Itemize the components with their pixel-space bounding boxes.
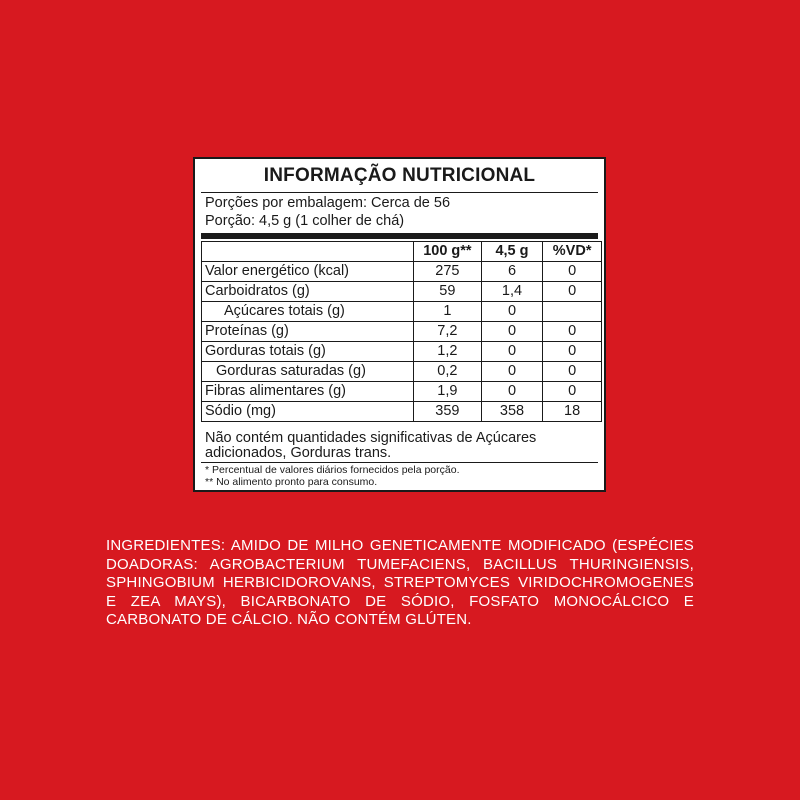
- table-row: [202, 362, 602, 382]
- nutrient-name: Gorduras saturadas (g): [202, 362, 414, 382]
- value-dv: [543, 302, 602, 322]
- nutrition-title: INFORMAÇÃO NUTRICIONAL: [263, 165, 536, 186]
- value-dv: 0: [543, 342, 602, 362]
- column-header-serving: 4,5 g: [481, 242, 543, 262]
- column-header: [202, 242, 414, 262]
- nutrient-name: Açúcares totais (g): [202, 302, 414, 322]
- value-dv: 0: [543, 282, 602, 302]
- divider: [201, 462, 598, 463]
- value-dv: 0: [543, 362, 602, 382]
- value-serving: 0: [481, 362, 543, 382]
- value-serving: 358: [481, 402, 543, 422]
- nutrition-table: [201, 241, 602, 422]
- value-100g: 1: [414, 302, 482, 322]
- nutrition-note: Não contém quantidades significativas de Açúcares adicionados, Gorduras trans.: [205, 430, 537, 461]
- value-dv: 0: [543, 382, 602, 402]
- table-header-row: [202, 242, 602, 262]
- serving-size: Porção: 4,5 g (1 colher de chá): [205, 213, 405, 229]
- value-100g: 59: [414, 282, 482, 302]
- value-100g: 0,2: [414, 362, 482, 382]
- value-serving: 0: [481, 322, 543, 342]
- column-header-dv: %VD*: [543, 242, 602, 262]
- footnote-prepared: ** No alimento pronto para consumo.: [205, 476, 378, 488]
- footnote-dv: * Percentual de valores diários fornecidos pela porção.: [205, 464, 460, 476]
- thick-divider: [201, 233, 598, 239]
- nutrient-name: Carboidratos (g): [202, 282, 414, 302]
- value-100g: 7,2: [414, 322, 482, 342]
- value-100g: 275: [414, 262, 482, 282]
- table-row: [202, 322, 602, 342]
- divider: [201, 192, 598, 193]
- nutrient-name: Fibras alimentares (g): [202, 382, 414, 402]
- column-header-100g: 100 g**: [414, 242, 482, 262]
- table-row: [202, 382, 602, 402]
- nutrient-name: Gorduras totais (g): [202, 342, 414, 362]
- value-100g: 1,2: [414, 342, 482, 362]
- nutrient-name: Valor energético (kcal): [202, 262, 414, 282]
- value-serving: 0: [481, 342, 543, 362]
- servings-per-package: Porções por embalagem: Cerca de 56: [205, 195, 451, 211]
- value-serving: 0: [481, 382, 543, 402]
- value-dv: 18: [543, 402, 602, 422]
- value-dv: 0: [543, 262, 602, 282]
- value-serving: 0: [481, 302, 543, 322]
- value-serving: 6: [481, 262, 543, 282]
- table-row: [202, 302, 602, 322]
- nutrition-facts-panel: [193, 157, 606, 492]
- table-row: [202, 342, 602, 362]
- value-serving: 1,4: [481, 282, 543, 302]
- ingredients-text: INGREDIENTES: AMIDO DE MILHO GENETICAMENTE MODIFICADO (ESPÉCIES DOADORAS: AGROBACTERIUM TUMEFACIENS, BACILLUS THURINGIENSIS, SPHINGOBIUM HERBICIDOROVANS, STREPTOMYCES VIRIDOCHROMOGENES E ZEA MAYS), BICARBONATO DE SÓDIO, FOSFATO MONOCÁLCICO E CARBONATO DE CÁLCIO. NÃO CONTÉM GLÚTEN.: [106, 537, 694, 628]
- nutrient-name: Proteínas (g): [202, 322, 414, 342]
- table-row: [202, 262, 602, 282]
- value-100g: 1,9: [414, 382, 482, 402]
- table-row: [202, 282, 602, 302]
- table-row: [202, 402, 602, 422]
- value-dv: 0: [543, 322, 602, 342]
- value-100g: 359: [414, 402, 482, 422]
- nutrient-name: Sódio (mg): [202, 402, 414, 422]
